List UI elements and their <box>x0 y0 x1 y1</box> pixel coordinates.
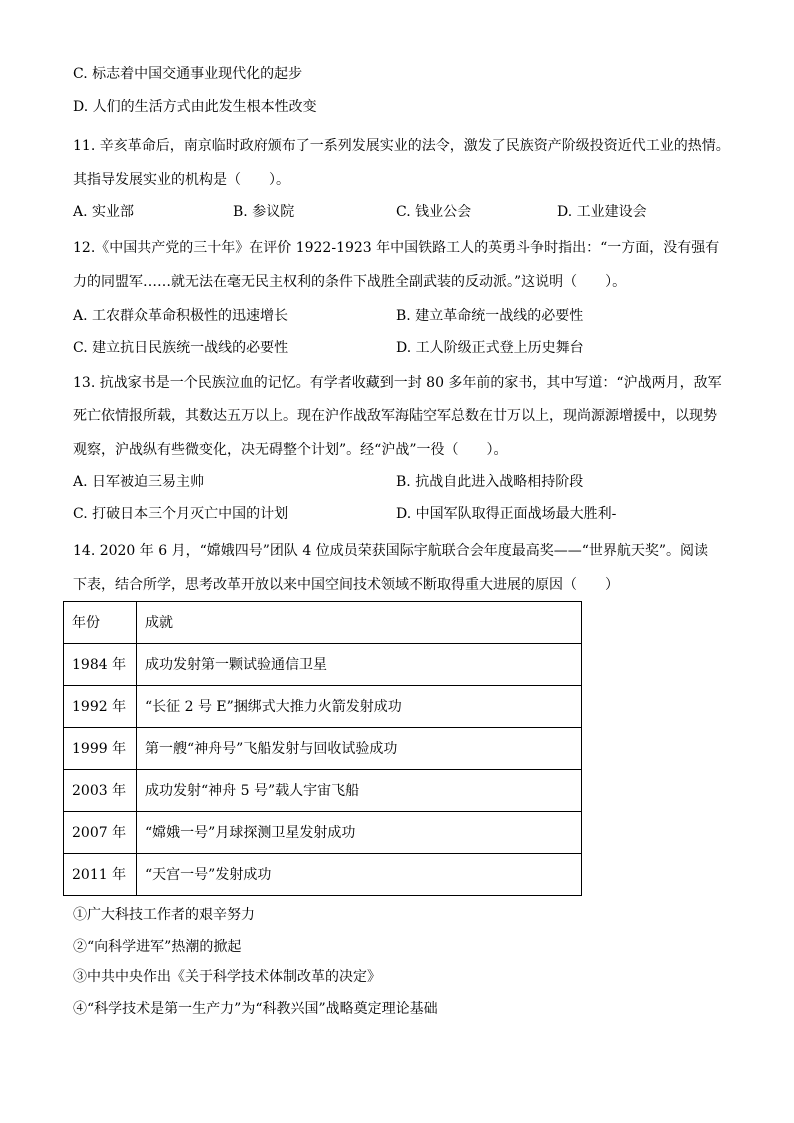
q14-stem-line1: 14. 2020 年 6 月，“嫦娥四号”团队 4 位成员荣获国际宇航联合会年度最高奖——“世界航天奖”。阅读 <box>73 543 709 559</box>
table-cell-year: 2011 年 <box>64 854 137 896</box>
q11-stem-line2: 其指导发展实业的机构是（ ）。 <box>73 172 290 188</box>
table-header-year: 年份 <box>64 602 137 644</box>
q13-stem-line2: 死亡依情报所载，其数达五万以上。现在沪作战敌军海陆空军总数在廿万以上，现尚源源增援中，以现势 <box>73 408 717 424</box>
q12-option-d: D. 工人阶级正式登上历史舞台 <box>396 340 584 356</box>
q12-option-b: B. 建立革命统一战线的必要性 <box>396 308 584 324</box>
table-cell-achievement: 成功发射“神舟 5 号”载人宇宙飞船 <box>137 770 582 812</box>
table-row <box>64 854 582 896</box>
q11-option-b: B. 参议院 <box>233 204 295 220</box>
table-cell-year: 1992 年 <box>64 686 137 728</box>
table-row <box>64 728 582 770</box>
q10-option-d: D. 人们的生活方式由此发生根本性改变 <box>73 99 317 115</box>
q11-option-a: A. 实业部 <box>73 204 135 220</box>
q10-option-c: C. 标志着中国交通事业现代化的起步 <box>73 66 303 82</box>
q14-item-2: ②“向科学进军”热潮的掀起 <box>73 939 242 955</box>
q11-option-c: C. 钱业公会 <box>396 204 472 220</box>
achievements-table <box>63 601 582 896</box>
table-cell-achievement: 第一艘“神舟号”飞船发射与回收试验成功 <box>137 728 582 770</box>
q11-option-d: D. 工业建设会 <box>557 204 647 220</box>
q12-stem-line2: 力的同盟军……就无法在毫无民主权利的条件下战胜全副武装的反动派。”这说明（ ）。 <box>73 274 627 290</box>
table-row <box>64 644 582 686</box>
q14-item-4: ④“科学技术是第一生产力”为“科教兴国”战略奠定理论基础 <box>73 1001 438 1017</box>
table-cell-year: 1999 年 <box>64 728 137 770</box>
q12-option-c: C. 建立抗日民族统一战线的必要性 <box>73 340 289 356</box>
q14-item-3: ③中共中央作出《关于科学技术体制改革的决定》 <box>73 969 381 985</box>
table-header-row <box>64 602 582 644</box>
q13-option-a: A. 日军被迫三易主帅 <box>73 474 205 490</box>
table-cell-achievement: “长征 2 号 E”捆绑式大推力火箭发射成功 <box>137 686 582 728</box>
table-cell-year: 2003 年 <box>64 770 137 812</box>
table-cell-year: 1984 年 <box>64 644 137 686</box>
table-cell-achievement: “嫦娥一号”月球探测卫星发射成功 <box>137 812 582 854</box>
table-cell-achievement: “天宫一号”发射成功 <box>137 854 582 896</box>
q13-option-d: D. 中国军队取得正面战场最大胜利- <box>396 506 617 522</box>
table-row <box>64 686 582 728</box>
table-row <box>64 812 582 854</box>
q13-option-c: C. 打破日本三个月灭亡中国的计划 <box>73 506 289 522</box>
q11-stem-line1: 11. 辛亥革命后，南京临时政府颁布了一系列发展实业的法令，激发了民族资产阶级投资近代工业的热情。 <box>73 138 730 154</box>
q14-stem-line2: 下表，结合所学，思考改革开放以来中国空间技术领域不断取得重大进展的原因（ ） <box>73 577 619 593</box>
table-cell-achievement: 成功发射第一颗试验通信卫星 <box>137 644 582 686</box>
table-header-achievement: 成就 <box>137 602 582 644</box>
q12-stem-line1: 12.《中国共产党的三十年》在评价 1922-1923 年中国铁路工人的英勇斗争时指出：“一方面，没有强有 <box>73 240 720 256</box>
table-cell-year: 2007 年 <box>64 812 137 854</box>
q12-option-a: A. 工农群众革命积极性的迅速增长 <box>73 308 289 324</box>
q13-option-b: B. 抗战自此进入战略相持阶段 <box>396 474 584 490</box>
table-row <box>64 770 582 812</box>
q13-stem-line1: 13. 抗战家书是一个民族泣血的记忆。有学者收藏到一封 80 多年前的家书，其中写道：“沪战两月，敌军 <box>73 375 722 391</box>
q14-item-1: ①广大科技工作者的艰辛努力 <box>73 907 255 923</box>
q13-stem-line3: 观察，沪战纵有些微变化，决无碍整个计划”。经“沪战”一役（ ）。 <box>73 442 508 458</box>
